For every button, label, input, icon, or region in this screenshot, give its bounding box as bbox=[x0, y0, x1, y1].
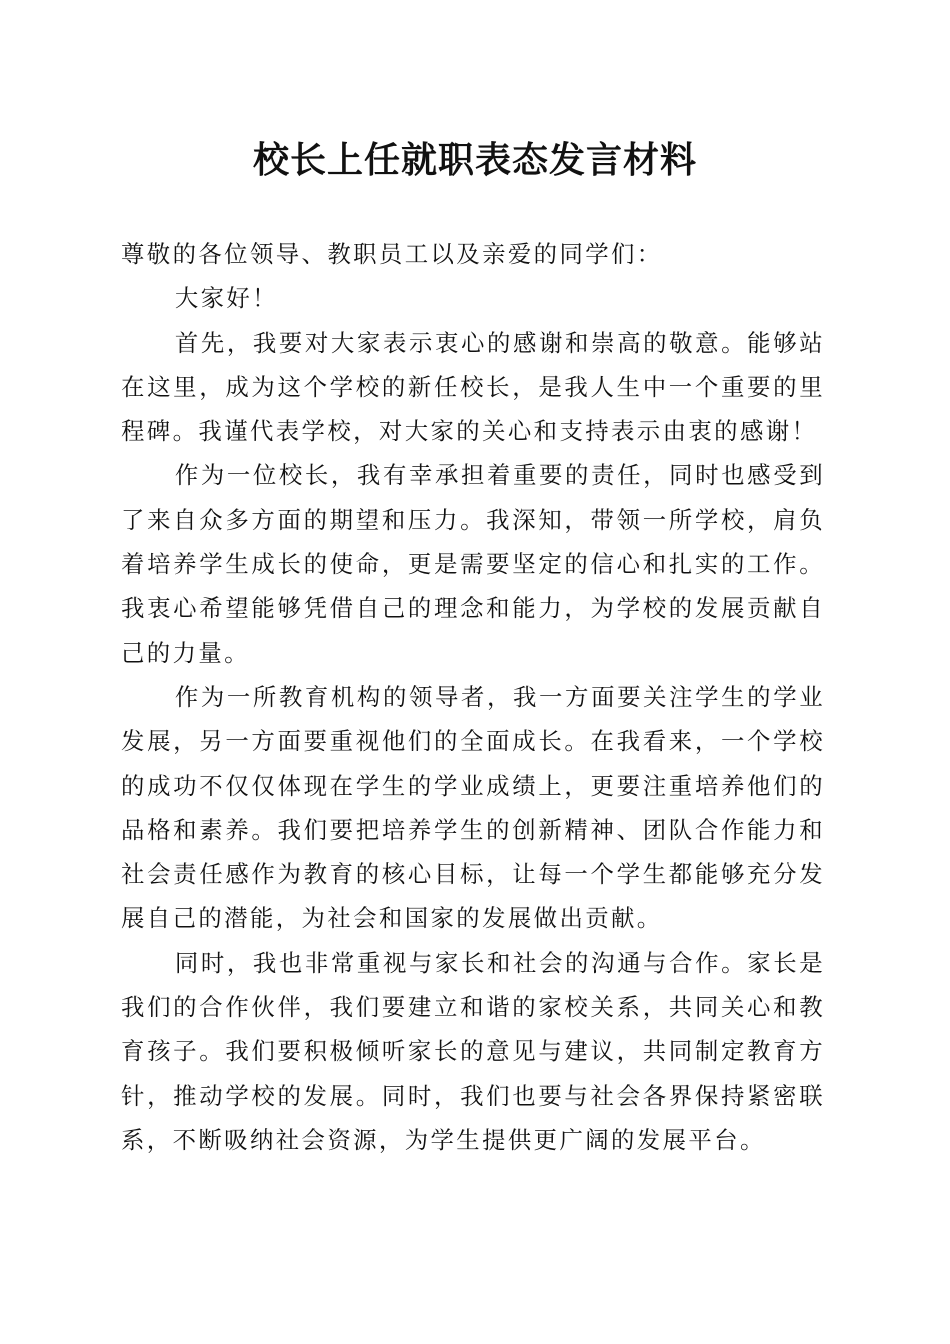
paragraph-responsibility: 作为一位校长，我有幸承担着重要的责任，同时也感受到了来自众多方面的期望和压力。我深知，带领一所学校，肩负着培养学生成长的使命，更是需要坚定的信心和扎实的工作。我衷心希望能够凭借自己的理念和能力，为学校的发展贡献自己的力量。 bbox=[121, 461, 825, 667]
paragraph-cooperation: 同时，我也非常重视与家长和社会的沟通与合作。家长是我们的合作伙伴，我们要建立和谐的家校关系，共同关心和教育孩子。我们要积极倾听家长的意见与建议，共同制定教育方针，推动学校的发展。同时，我们也要与社会各界保持紧密联系，不断吸纳社会资源，为学生提供更广阔的发展平台。 bbox=[121, 948, 825, 1154]
salutation: 尊敬的各位领导、教职员工以及亲爱的同学们： bbox=[121, 240, 663, 268]
paragraph-greeting: 大家好！ bbox=[174, 284, 278, 313]
document-title: 校长上任就职表态发言材料 bbox=[252, 139, 697, 181]
document-body bbox=[121, 232, 825, 1162]
paragraph-education-goals: 作为一所教育机构的领导者，我一方面要关注学生的学业发展，另一方面要重视他们的全面成长。在我看来，一个学校的成功不仅仅体现在学生的学业成绩上，更要注重培养他们的品格和素养。我们要把培养学生的创新精神、团队合作能力和社会责任感作为教育的核心目标，让每一个学生都能够充分发展自己的潜能，为社会和国家的发展做出贡献。 bbox=[121, 682, 825, 933]
paragraph-thanks: 首先，我要对大家表示衷心的感谢和崇高的敬意。能够站在这里，成为这个学校的新任校长，是我人生中一个重要的里程碑。我谨代表学校，对大家的关心和支持表示由衷的感谢！ bbox=[121, 328, 825, 446]
